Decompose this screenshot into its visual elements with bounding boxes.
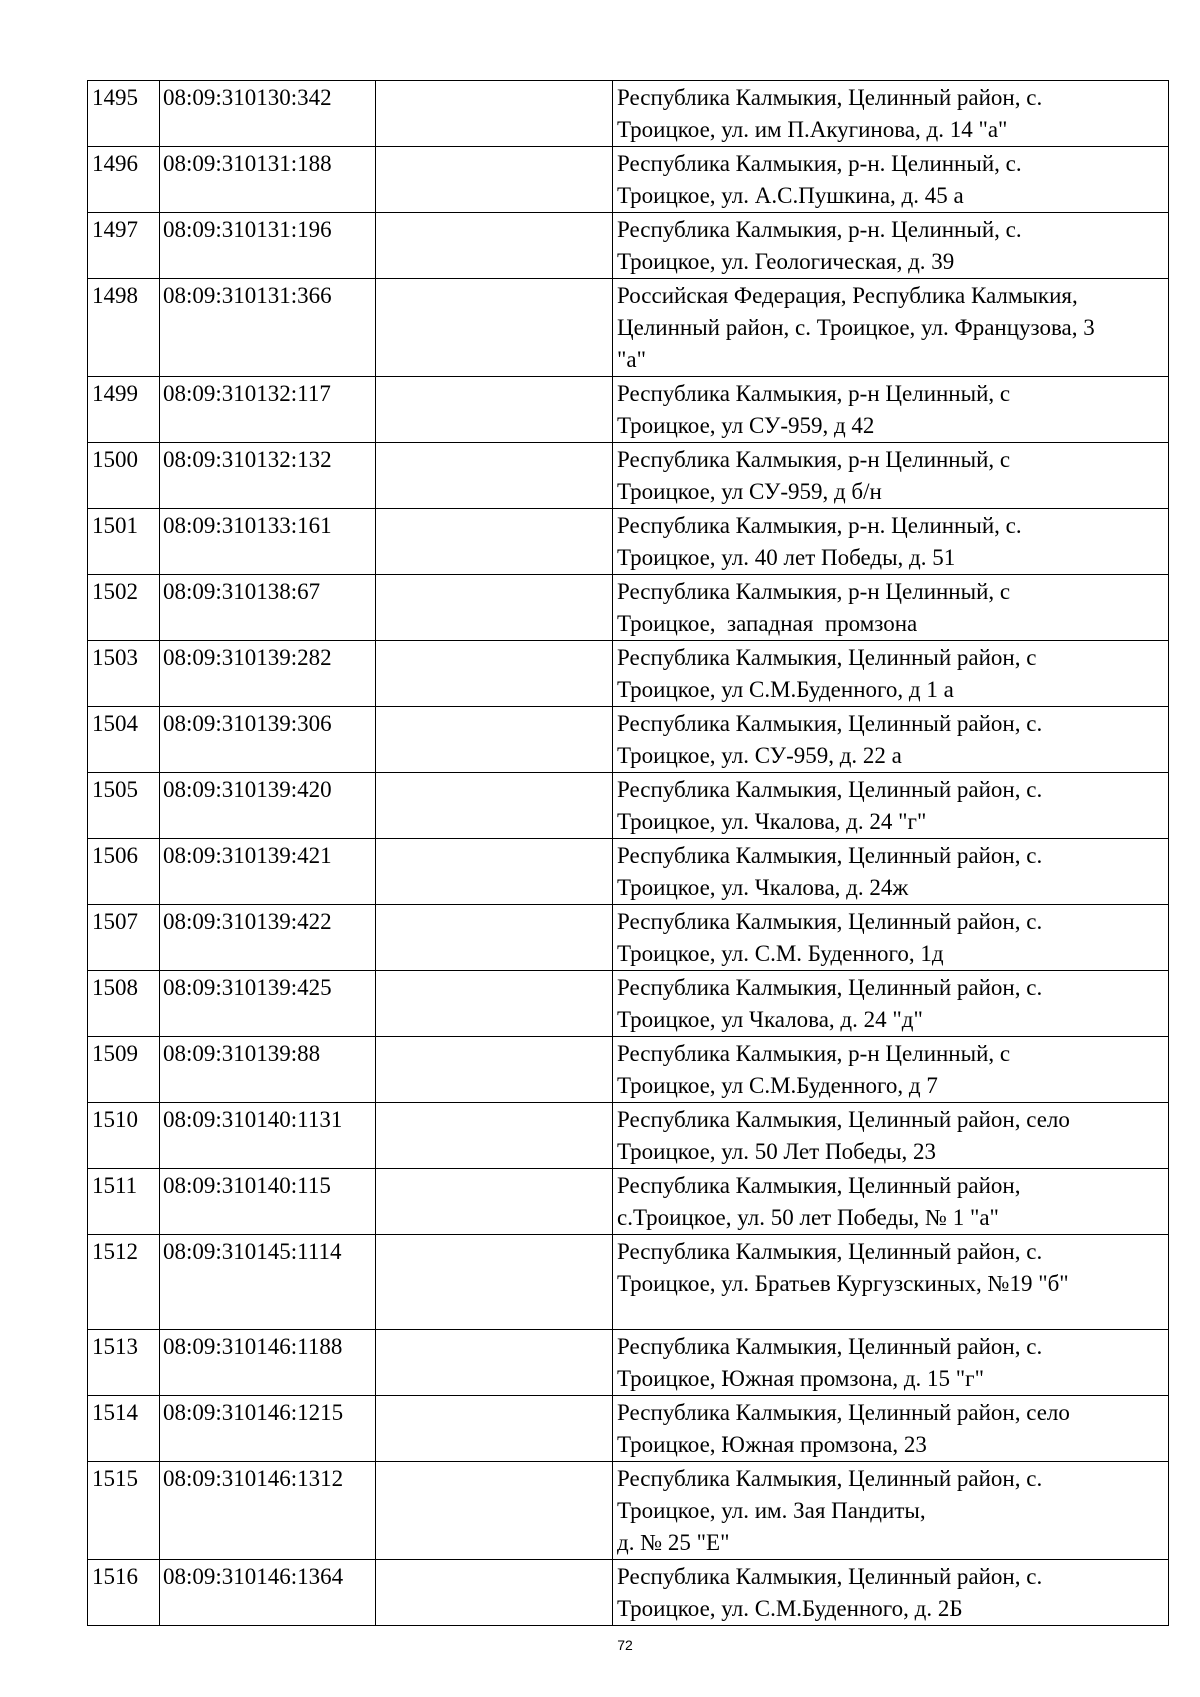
address-line: Троицкое, ул. им. Зая Пандиты, <box>617 1498 926 1523</box>
row-number-cell: 1509 <box>88 1037 160 1103</box>
cadastral-number-cell: 08:09:310139:282 <box>160 641 376 707</box>
address-line: Республика Калмыкия, Целинный район, с. <box>617 1239 1043 1264</box>
cadastral-number-cell: 08:09:310130:342 <box>160 81 376 147</box>
address-line: Республика Калмыкия, Целинный район, с. <box>617 843 1043 868</box>
empty-cell <box>376 1396 613 1462</box>
address-line: Республика Калмыкия, Целинный район, село <box>617 1400 1070 1425</box>
row-number-cell: 1507 <box>88 905 160 971</box>
address-cell <box>613 1462 1169 1560</box>
table-row <box>88 443 1169 509</box>
cadastral-number-cell: 08:09:310139:422 <box>160 905 376 971</box>
row-number-cell: 1516 <box>88 1560 160 1626</box>
empty-cell <box>376 1330 613 1396</box>
address-cell <box>613 1103 1169 1169</box>
row-number-cell: 1497 <box>88 213 160 279</box>
cadastral-number-cell: 08:09:310139:425 <box>160 971 376 1037</box>
empty-cell <box>376 1037 613 1103</box>
cadastral-number-cell: 08:09:310140:115 <box>160 1169 376 1235</box>
row-number-cell: 1508 <box>88 971 160 1037</box>
table-row <box>88 147 1169 213</box>
cadastral-number-cell: 08:09:310132:132 <box>160 443 376 509</box>
address-cell <box>613 443 1169 509</box>
cadastral-number-cell: 08:09:310146:1312 <box>160 1462 376 1560</box>
table-row <box>88 905 1169 971</box>
address-line: с.Троицкое, ул. 50 лет Победы, № 1 "а" <box>617 1205 999 1230</box>
address-cell <box>613 1169 1169 1235</box>
address-line: Троицкое, ул. А.С.Пушкина, д. 45 а <box>617 183 964 208</box>
address-cell <box>613 1037 1169 1103</box>
table-row <box>88 839 1169 905</box>
address-cell <box>613 1235 1169 1330</box>
address-line: Республика Калмыкия, р-н Целинный, с <box>617 447 1011 472</box>
address-cell <box>613 773 1169 839</box>
address-line: Троицкое, ул С.М.Буденного, д 1 а <box>617 677 954 702</box>
table-row <box>88 1330 1169 1396</box>
address-line: Троицкое, ул. Чкалова, д. 24 "г" <box>617 809 927 834</box>
row-number-cell: 1505 <box>88 773 160 839</box>
address-line: Троицкое, ул. Геологическая, д. 39 <box>617 249 955 274</box>
address-cell <box>613 81 1169 147</box>
row-number-cell: 1501 <box>88 509 160 575</box>
table-row <box>88 279 1169 377</box>
empty-cell <box>376 1235 613 1330</box>
address-cell <box>613 707 1169 773</box>
empty-cell <box>376 575 613 641</box>
address-cell <box>613 377 1169 443</box>
row-number-cell: 1503 <box>88 641 160 707</box>
address-line: Республика Калмыкия, Целинный район, с. <box>617 975 1043 1000</box>
address-line: Троицкое, ул. Братьев Кургузскиных, №19 "б" <box>617 1271 1069 1296</box>
table-row <box>88 773 1169 839</box>
address-cell <box>613 971 1169 1037</box>
cadastral-number-cell: 08:09:310139:421 <box>160 839 376 905</box>
address-line: Троицкое, западная промзона <box>617 611 918 636</box>
address-cell <box>613 1560 1169 1626</box>
cadastral-number-cell: 08:09:310139:420 <box>160 773 376 839</box>
address-line: Троицкое, ул. С.М.Буденного, д. 2Б <box>617 1596 963 1621</box>
table-row <box>88 1462 1169 1560</box>
empty-cell <box>376 279 613 377</box>
row-number-cell: 1514 <box>88 1396 160 1462</box>
row-number-cell: 1506 <box>88 839 160 905</box>
address-line: Троицкое, ул. 50 Лет Победы, 23 <box>617 1139 937 1164</box>
empty-cell <box>376 509 613 575</box>
table-row <box>88 1037 1169 1103</box>
cadastral-number-cell: 08:09:310146:1364 <box>160 1560 376 1626</box>
cadastral-number-cell: 08:09:310140:1131 <box>160 1103 376 1169</box>
address-line: д. № 25 "Е" <box>617 1530 730 1555</box>
empty-cell <box>376 773 613 839</box>
empty-cell <box>376 147 613 213</box>
address-line: Троицкое, ул СУ-959, д 42 <box>617 413 875 438</box>
row-number-cell: 1495 <box>88 81 160 147</box>
empty-cell <box>376 377 613 443</box>
address-line: Республика Калмыкия, Целинный район, с <box>617 645 1037 670</box>
address-cell <box>613 905 1169 971</box>
table-row <box>88 971 1169 1037</box>
address-line: Троицкое, Южная промзона, д. 15 "г" <box>617 1366 985 1391</box>
address-cell <box>613 213 1169 279</box>
address-line: Республика Калмыкия, р-н Целинный, с <box>617 579 1011 604</box>
cadastral-number-cell: 08:09:310133:161 <box>160 509 376 575</box>
row-number-cell: 1515 <box>88 1462 160 1560</box>
address-cell <box>613 1396 1169 1462</box>
table-row <box>88 1560 1169 1626</box>
address-line: Республика Калмыкия, Целинный район, с. <box>617 85 1043 110</box>
address-line: Республика Калмыкия, р-н. Целинный, с. <box>617 513 1022 538</box>
cadastral-number-cell: 08:09:310139:306 <box>160 707 376 773</box>
address-line: Троицкое, ул. им П.Акугинова, д. 14 "а" <box>617 117 1008 142</box>
cadastral-number-cell: 08:09:310146:1188 <box>160 1330 376 1396</box>
empty-cell <box>376 1560 613 1626</box>
address-line: Троицкое, ул СУ-959, д б/н <box>617 479 882 504</box>
page-number: 72 <box>617 1637 633 1653</box>
table-row <box>88 1103 1169 1169</box>
table-row <box>88 81 1169 147</box>
empty-cell <box>376 443 613 509</box>
table-row <box>88 1169 1169 1235</box>
row-number-cell: 1511 <box>88 1169 160 1235</box>
table-row <box>88 509 1169 575</box>
address-line: Республика Калмыкия, Целинный район, село <box>617 1107 1070 1132</box>
empty-cell <box>376 971 613 1037</box>
row-number-cell: 1502 <box>88 575 160 641</box>
address-line: Республика Калмыкия, Целинный район, с. <box>617 1466 1043 1491</box>
table-row <box>88 1235 1169 1330</box>
address-line: Целинный район, с. Троицкое, ул. Французова, 3 <box>617 315 1095 340</box>
empty-cell <box>376 905 613 971</box>
address-line: Республика Калмыкия, р-н. Целинный, с. <box>617 151 1022 176</box>
cadastral-number-cell: 08:09:310139:88 <box>160 1037 376 1103</box>
address-line: Троицкое, ул. Чкалова, д. 24ж <box>617 875 909 900</box>
address-line: Республика Калмыкия, Целинный район, <box>617 1173 1021 1198</box>
empty-cell <box>376 707 613 773</box>
table-row <box>88 1396 1169 1462</box>
address-cell <box>613 509 1169 575</box>
table-body <box>88 81 1169 1626</box>
table-row <box>88 377 1169 443</box>
address-line: Троицкое, ул Чкалова, д. 24 "д" <box>617 1007 923 1032</box>
row-number-cell: 1513 <box>88 1330 160 1396</box>
address-line: Республика Калмыкия, р-н Целинный, с <box>617 381 1011 406</box>
row-number-cell: 1500 <box>88 443 160 509</box>
cadastral-number-cell: 08:09:310132:117 <box>160 377 376 443</box>
address-cell <box>613 147 1169 213</box>
empty-cell <box>376 1462 613 1560</box>
property-registry-table <box>87 80 1169 1626</box>
empty-cell <box>376 839 613 905</box>
row-number-cell: 1512 <box>88 1235 160 1330</box>
address-cell <box>613 279 1169 377</box>
row-number-cell: 1499 <box>88 377 160 443</box>
address-line: Республика Калмыкия, Целинный район, с. <box>617 711 1043 736</box>
row-number-cell: 1496 <box>88 147 160 213</box>
cadastral-number-cell: 08:09:310131:366 <box>160 279 376 377</box>
empty-cell <box>376 213 613 279</box>
address-cell <box>613 839 1169 905</box>
address-line: Республика Калмыкия, р-н Целинный, с <box>617 1041 1011 1066</box>
address-line: Троицкое, ул. С.М. Буденного, 1д <box>617 941 944 966</box>
table-row <box>88 641 1169 707</box>
table-row <box>88 707 1169 773</box>
table-row <box>88 575 1169 641</box>
empty-cell <box>376 1169 613 1235</box>
cadastral-number-cell: 08:09:310131:196 <box>160 213 376 279</box>
cadastral-number-cell: 08:09:310138:67 <box>160 575 376 641</box>
row-number-cell: 1498 <box>88 279 160 377</box>
address-line: Республика Калмыкия, Целинный район, с. <box>617 1564 1043 1589</box>
address-line: Республика Калмыкия, Целинный район, с. <box>617 777 1043 802</box>
address-line: Республика Калмыкия, Целинный район, с. <box>617 1334 1043 1359</box>
address-line: Российская Федерация, Республика Калмыкия, <box>617 283 1078 308</box>
address-cell <box>613 575 1169 641</box>
address-line: Троицкое, Южная промзона, 23 <box>617 1432 927 1457</box>
cadastral-number-cell: 08:09:310146:1215 <box>160 1396 376 1462</box>
cadastral-number-cell: 08:09:310131:188 <box>160 147 376 213</box>
address-line: Троицкое, ул. 40 лет Победы, д. 51 <box>617 545 956 570</box>
table-row <box>88 213 1169 279</box>
empty-cell <box>376 1103 613 1169</box>
address-line: Троицкое, ул. СУ-959, д. 22 а <box>617 743 902 768</box>
address-line: Республика Калмыкия, р-н. Целинный, с. <box>617 217 1022 242</box>
address-line: "а" <box>617 347 646 372</box>
cadastral-number-cell: 08:09:310145:1114 <box>160 1235 376 1330</box>
empty-cell <box>376 641 613 707</box>
row-number-cell: 1510 <box>88 1103 160 1169</box>
address-line: Троицкое, ул С.М.Буденного, д 7 <box>617 1073 938 1098</box>
address-line: Республика Калмыкия, Целинный район, с. <box>617 909 1043 934</box>
empty-cell <box>376 81 613 147</box>
row-number-cell: 1504 <box>88 707 160 773</box>
address-cell <box>613 1330 1169 1396</box>
address-cell <box>613 641 1169 707</box>
